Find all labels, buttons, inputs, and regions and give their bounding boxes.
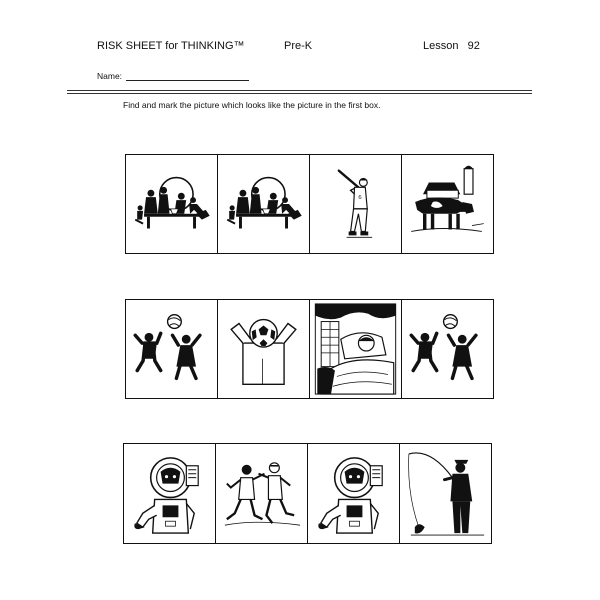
name-line <box>126 71 249 81</box>
worksheet-title: RISK SHEET for THINKING™ <box>97 40 245 52</box>
astronaut-picture <box>124 444 215 543</box>
picnic-scene-picture <box>218 155 309 253</box>
lesson-number: Lesson 92 <box>423 40 480 52</box>
picture-box-option[interactable] <box>309 154 402 254</box>
picture-row-1 <box>125 154 494 254</box>
picture-box-option[interactable] <box>399 443 492 544</box>
children-playing-ball-picture <box>126 300 217 398</box>
soccer-ball-in-box-picture <box>218 300 309 398</box>
picture-row-2 <box>125 299 494 399</box>
picnic-scene-picture <box>126 155 217 253</box>
picture-box-target <box>125 299 218 399</box>
name-label: Name: <box>97 71 123 81</box>
picture-box-option[interactable] <box>215 443 308 544</box>
picture-row-3 <box>123 443 492 544</box>
picture-box-option[interactable] <box>309 299 402 399</box>
name-field <box>97 71 249 81</box>
instructions: Find and mark the picture which looks like the picture in the first box. <box>123 100 381 110</box>
header-rule-bottom <box>67 93 532 94</box>
picture-box-target <box>125 154 218 254</box>
header-rule-top <box>67 90 532 91</box>
picture-box-option[interactable] <box>307 443 400 544</box>
fisherman-picture <box>400 444 491 543</box>
astronaut-picture <box>308 444 399 543</box>
baseball-batter-picture <box>310 155 401 253</box>
sleeping-child-picture <box>310 300 401 398</box>
children-playing-ball-picture <box>402 300 493 398</box>
picture-box-target <box>123 443 216 544</box>
picture-box-option[interactable] <box>401 299 494 399</box>
picture-box-option[interactable] <box>217 154 310 254</box>
children-running-picture <box>216 444 307 543</box>
grade-level: Pre-K <box>284 40 313 52</box>
farm-cow-picture <box>402 155 493 253</box>
picture-box-option[interactable] <box>217 299 310 399</box>
picture-box-option[interactable] <box>401 154 494 254</box>
